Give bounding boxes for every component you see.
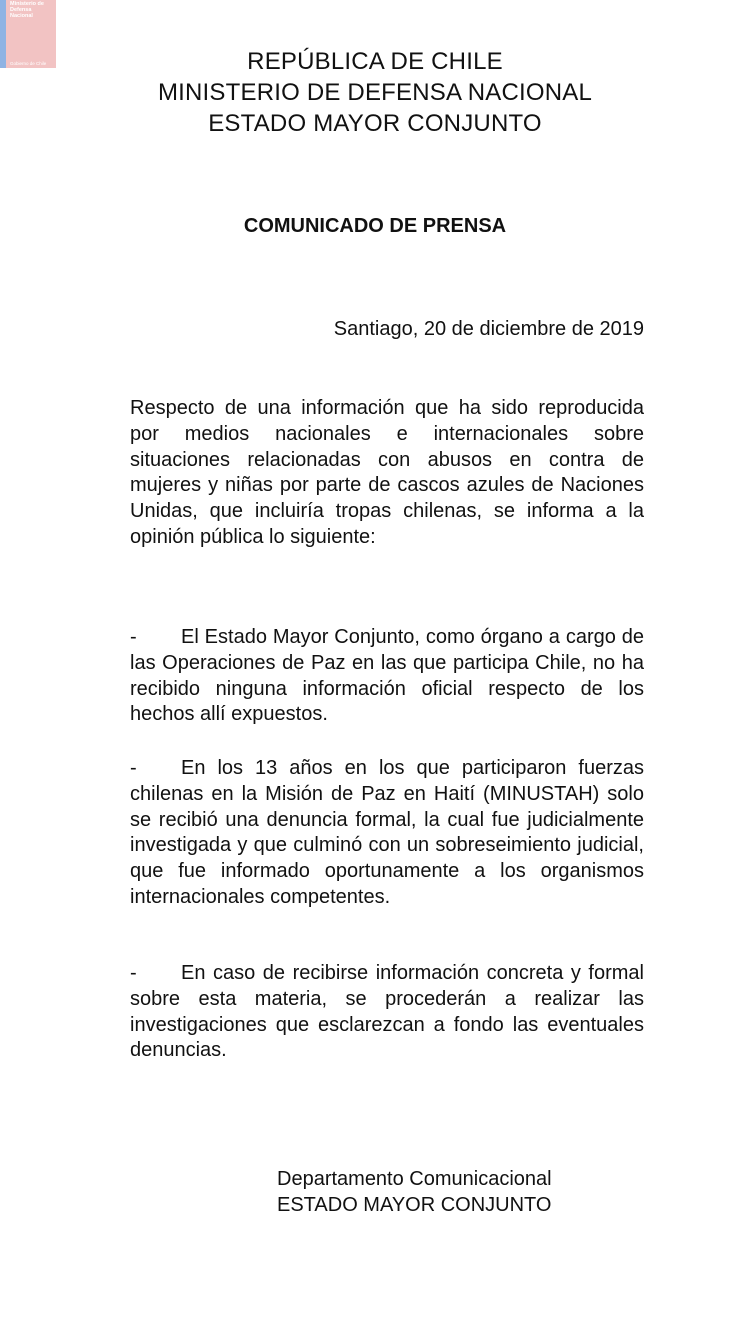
bullet-marker: - — [130, 962, 137, 984]
header-line-ministry: MINISTERIO DE DEFENSA NACIONAL — [157, 79, 593, 106]
header-line-office: ESTADO MAYOR CONJUNTO — [208, 110, 542, 137]
signature-block — [277, 1166, 552, 1218]
bullet-item-1 — [130, 625, 644, 728]
logo-footer: Gobierno de Chile — [10, 61, 47, 66]
signature-department: Departamento Comunicacional — [277, 1168, 552, 1190]
document-title: COMUNICADO DE PRENSA — [243, 215, 507, 237]
header-line-country: REPÚBLICA DE CHILE — [247, 48, 503, 75]
logo-text: Ministerio de Defensa Nacional — [10, 1, 44, 19]
bullet-text: En caso de recibirse información concreta y formal sobre esta materia, se procederán a realizar las investigaciones que esclarezcan a fondo las eventuales denuncias. — [130, 962, 644, 1062]
bullet-item-2 — [130, 756, 644, 911]
bullet-text: En los 13 años en los que participaron fuerzas chilenas en la Misión de Paz en Haití (MINUSTAH) solo se recibió una denuncia formal, la cual fue judicialmente investigada y que culminó con un sobreseimiento judicial, que fue informado oportunamente a los organismos internacionales competentes. — [130, 757, 644, 908]
signature-office: ESTADO MAYOR CONJUNTO — [277, 1194, 552, 1216]
document-date: Santiago, 20 de diciembre de 2019 — [333, 318, 644, 340]
intro-paragraph: Respecto de una información que ha sido reproducida por medios nacionales e internacionales sobre situaciones relacionadas con abusos en contra de mujeres y niñas por parte de cascos azules de Naciones Unidas, que incluiría tropas chilenas, se informa a la opinión pública lo siguiente: — [130, 397, 644, 548]
bullet-marker: - — [130, 757, 137, 779]
bullet-marker: - — [130, 626, 137, 648]
document-header — [0, 46, 750, 139]
bullet-item-3 — [130, 961, 644, 1064]
bullet-text: El Estado Mayor Conjunto, como órgano a cargo de las Operaciones de Paz en las que participa Chile, no ha recibido ninguna información oficial respecto de los hechos allí expuestos. — [130, 626, 644, 726]
